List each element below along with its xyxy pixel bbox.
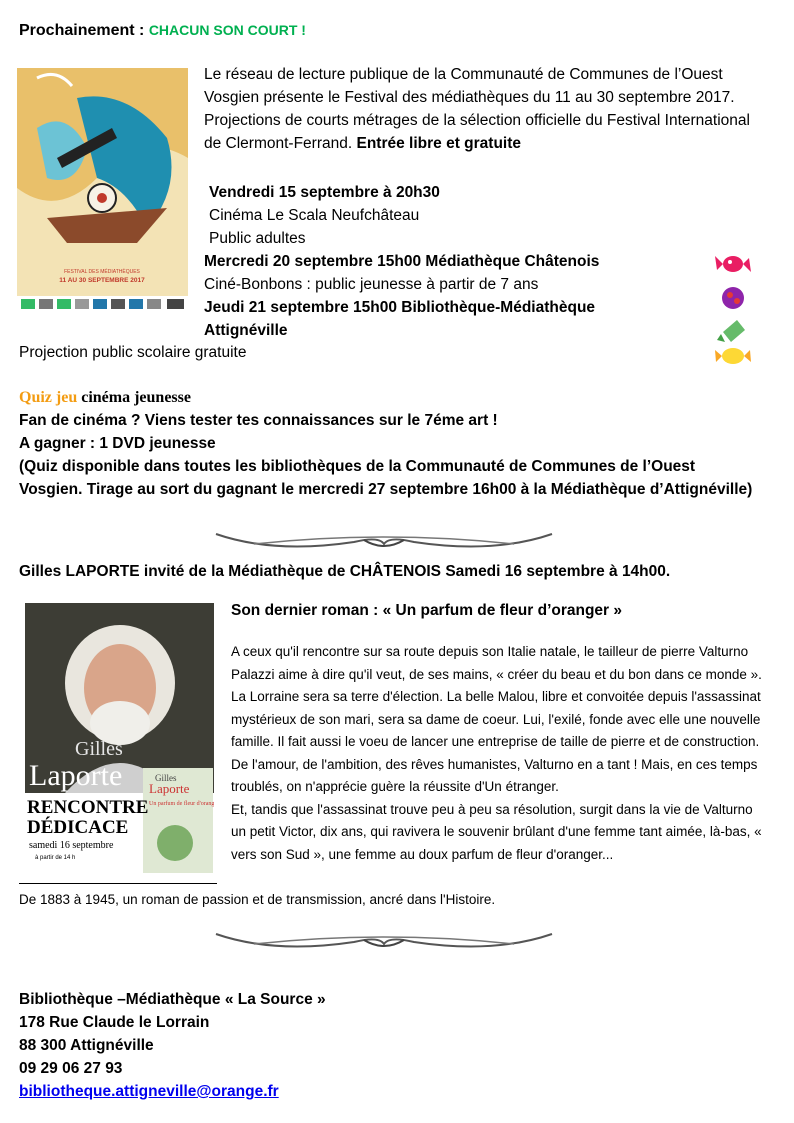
quiz-section xyxy=(19,386,759,501)
heading-accent: CHACUN SON COURT ! xyxy=(148,22,306,38)
event1-audience: Public adultes xyxy=(209,230,306,247)
library-street: 178 Rue Claude le Lorrain xyxy=(19,1014,210,1031)
candy-purple-icon xyxy=(722,287,744,309)
library-phone: 09 29 06 27 93 xyxy=(19,1060,123,1077)
poster-line2: 11 AU 30 SEPTEMBRE 2017 xyxy=(59,277,145,284)
festival-poster xyxy=(17,68,188,312)
ornament-divider xyxy=(214,522,554,552)
cover-time: à partir de 14 h xyxy=(35,855,76,861)
library-email-link[interactable]: bibliotheque.attigneville@orange.fr xyxy=(19,1083,279,1100)
quiz-title-rest: cinéma jeunesse xyxy=(77,389,191,406)
event3-audience: Projection public scolaire gratuite xyxy=(19,344,247,361)
quiz-title-orange: Quiz jeu xyxy=(19,389,78,406)
cover-book-name: Laporte xyxy=(149,781,190,796)
library-name: Bibliothèque –Médiathèque « La Source » xyxy=(19,991,326,1008)
event1-date: Vendredi 15 septembre à 20h30 xyxy=(209,184,440,201)
poster-line1: FESTIVAL DES MÉDIATHÈQUES xyxy=(64,269,140,275)
library-city: 88 300 Attignéville xyxy=(19,1037,154,1054)
intro-bold: Entrée libre et gratuite xyxy=(356,135,521,152)
cover-date: samedi 16 septembre xyxy=(29,840,114,851)
cover-divider xyxy=(19,883,217,884)
page-heading xyxy=(19,22,306,40)
author-poster xyxy=(25,603,214,880)
quiz-line2: A gagner : 1 DVD jeunesse xyxy=(19,435,216,452)
quiz-line3: (Quiz disponible dans toutes les bibliothèques de la Communauté de Communes de l’Ouest Vosgien. Tirage au sort du gagnant le mercredi 27 septembre 16h00 à la Médiathèque d’Attignéville) xyxy=(19,458,753,498)
candy-yellow-icon xyxy=(715,348,751,364)
cover-name2: Laporte xyxy=(29,759,123,792)
cover-book-author: Gilles xyxy=(155,773,177,783)
novel-paragraph-2: Et, tandis que l'assassinat trouve peu à peu sa résolution, surgit dans la vie de Valturno un petit Victor, dix ans, qui ravivera le souvenir brûlant d'une femme tant aimée, là-bas, « vers son Sud », une femme au doux parfum de fleur d'oranger... xyxy=(231,801,762,862)
novel-paragraph-1: A ceux qu'il rencontre sur sa route depuis son Italie natale, le tailleur de pierre Valturno Palazzi aime à dire qu'il veut, de ses mains, « créer du beau et du bon dans ce monde ». La Lorraine sera sa terre d'élection. La belle Malou, libre et convoitée depuis l'assassinat mystérieux de son mari, sera sa dame de coeur. Lui, l'exilé, fonde avec elle une nouvelle famille. Il fait aussi le voeu de lancer une entreprise de taille de pierre et de construction. De l'amour, de l'ambition, des rêves humanistes, Valturno en a tant ! Mais, en ces temps troublés, on n'apprécie guère la réussite d'Un étranger. xyxy=(231,644,762,794)
event2-date: Mercredi 20 septembre 15h00 Médiathèque Châtenois xyxy=(204,253,600,270)
candy-green-icon xyxy=(717,320,745,342)
candy-icons xyxy=(713,250,753,368)
heading-prefix: Prochainement : xyxy=(19,22,149,39)
events-list xyxy=(204,181,764,342)
event3-date: Jeudi 21 septembre 15h00 Bibliothèque-Médiathèque Attignéville xyxy=(204,299,596,339)
novel-paragraph-3: De 1883 à 1945, un roman de passion et de transmission, ancré dans l'Histoire. xyxy=(19,892,496,907)
event1-place: Cinéma Le Scala Neufchâteau xyxy=(209,207,420,224)
candy-pink-icon xyxy=(715,256,751,272)
quiz-line1: Fan de cinéma ? Viens tester tes connaissances sur le 7éme art ! xyxy=(19,412,498,429)
library-address xyxy=(19,988,519,1103)
event2-audience: Ciné-Bonbons : public jeunesse à partir de 7 ans xyxy=(204,276,539,293)
cover-book-title: Un parfum de fleur d'oranger xyxy=(149,801,214,807)
novel-title: Son dernier roman : « Un parfum de fleur d’oranger » xyxy=(231,602,623,619)
intro-text: Le réseau de lecture publique de la Communauté de Communes de l’Ouest Vosgien présente le Festival des médiathèques du 11 au 30 septembre 2017. Projections de courts métrages de la sélection officielle du Festival International de Clermont-Ferrand. xyxy=(204,66,750,152)
cover-name1: Gilles xyxy=(75,738,123,760)
cover-event1: RENCONTRE xyxy=(27,797,149,818)
quiz-title xyxy=(19,386,759,409)
cover-event2: DÉDICACE xyxy=(27,817,129,838)
novel-summary xyxy=(231,641,771,866)
ornament-divider-2 xyxy=(214,922,554,952)
intro-paragraph xyxy=(204,63,769,155)
author-invitation: Gilles LAPORTE invité de la Médiathèque de CHÂTENOIS Samedi 16 septembre à 14h00. xyxy=(19,563,671,580)
